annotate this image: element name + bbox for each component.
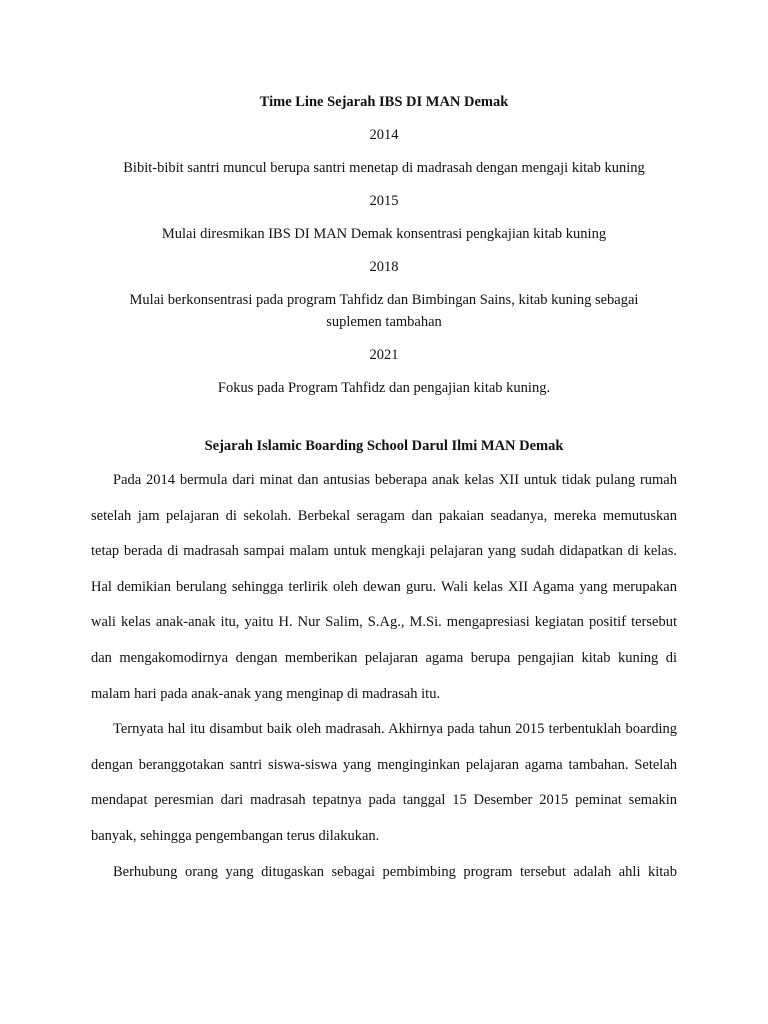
- history-title: Sejarah Islamic Boarding School Darul Ilmi MAN Demak: [204, 438, 564, 454]
- timeline-title: Time Line Sejarah IBS DI MAN Demak: [259, 94, 509, 110]
- timeline-text-2015: Mulai diresmikan IBS DI MAN Demak konsentrasi pengkajian kitab kuning: [161, 226, 607, 242]
- timeline-year-2015: 2015: [369, 193, 399, 209]
- history-paragraph-3: Berhubung orang yang ditugaskan sebagai pembimbing program tersebut adalah ahli kitab: [113, 863, 677, 880]
- history-paragraph-2: Ternyata hal itu disambut baik oleh madrasah. Akhirnya pada tahun 2015 terbentuklah boarding dengan beranggotakan santri siswa-siswa yang menginginkan pelajaran agama tambahan. Setelah mendapat peresmian dari madrasah tepatnya pada tanggal 15 Desember 2015 peminat semakin banyak, sehingga pengembangan terus dilakukan.: [91, 721, 677, 844]
- timeline-year-2021: 2021: [369, 347, 399, 363]
- timeline-text-2021: Fokus pada Program Tahfidz dan pengajian kitab kuning.: [217, 380, 551, 396]
- timeline-year-2014: 2014: [369, 127, 399, 143]
- document-content: [91, 91, 677, 890]
- history-paragraph-1: Pada 2014 bermula dari minat dan antusias beberapa anak kelas XII untuk tidak pulang rumah setelah jam pelajaran di sekolah. Berbekal seragam dan pakaian seadanya, mereka memutuskan tetap berada di madrasah sampai malam untuk mengkaji pelajaran yang sudah didapatkan di kelas. Hal demikian berulang sehingga terlirik oleh dewan guru. Wali kelas XII Agama yang merupakan wali kelas anak-anak itu, yaitu H. Nur Salim, S.Ag., M.Si. mengapresiasi kegiatan positif tersebut dan mengakomodirnya dengan memberikan pelajaran agama berupa pengajian kitab kuning di malam hari pada anak-anak yang menginap di madrasah itu.: [91, 472, 677, 702]
- timeline-year-2018: 2018: [369, 259, 399, 275]
- timeline-text-2018: Mulai berkonsentrasi pada program Tahfidz dan Bimbingan Sains, kitab kuning sebagai suplemen tambahan: [129, 292, 639, 330]
- timeline-text-2014: Bibit-bibit santri muncul berupa santri menetap di madrasah dengan mengaji kitab kuning: [123, 160, 645, 176]
- section-gap: [91, 410, 677, 435]
